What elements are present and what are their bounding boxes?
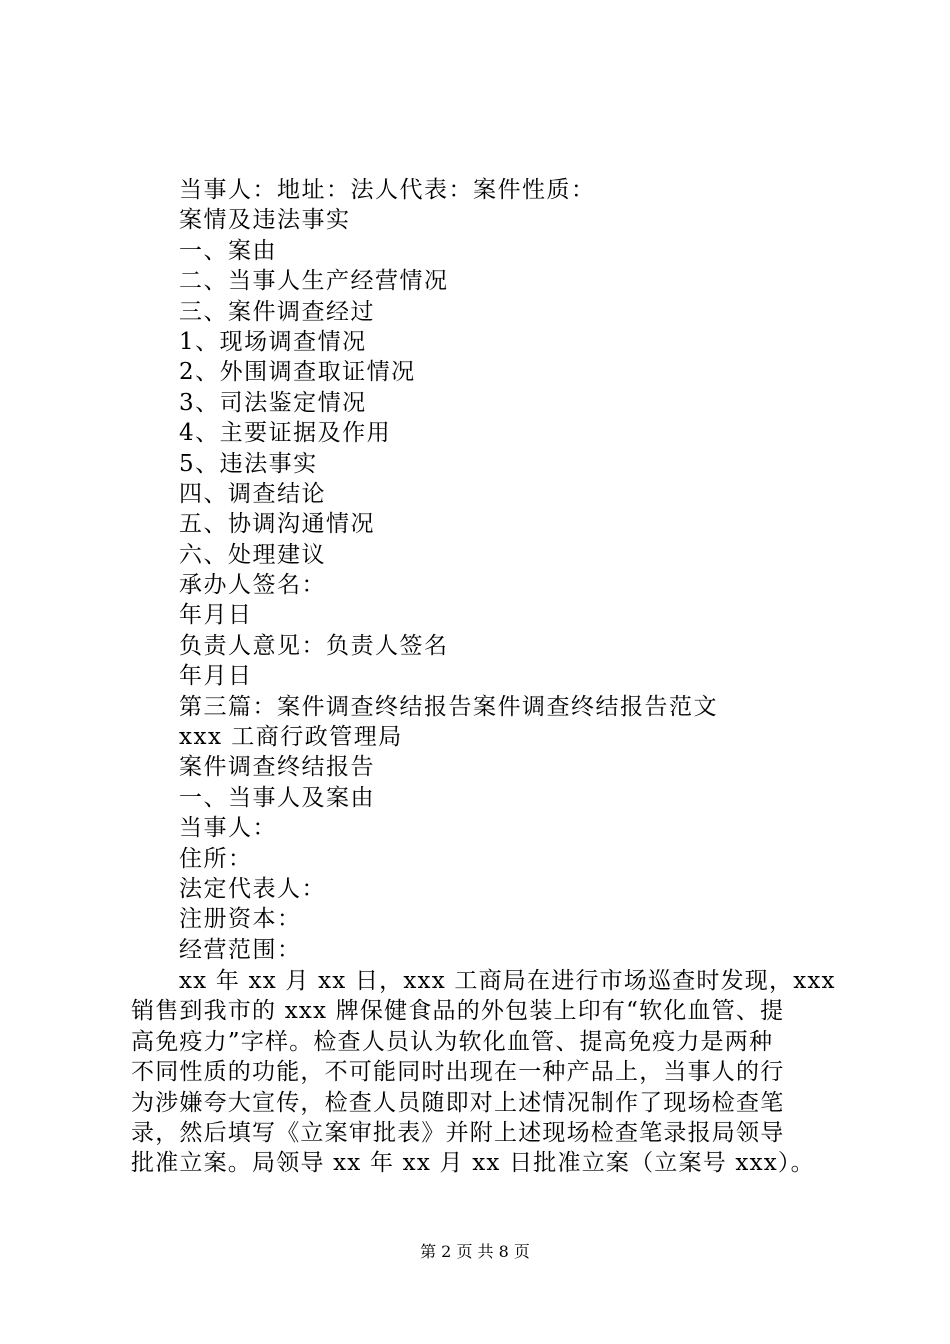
paragraph-line: 不同性质的功能，不可能同时出现在一种产品上，当事人的行 [131, 1059, 785, 1086]
text-line: 2、外围调查取证情况 [179, 359, 416, 386]
text-line: 5、违法事实 [179, 450, 318, 477]
text-line: 年月日 [179, 602, 253, 629]
text-line: 二、当事人生产经营情况 [179, 268, 449, 295]
body-paragraph [131, 966, 843, 1179]
text-line: 法定代表人： [179, 875, 326, 902]
text-line: 4、主要证据及作用 [179, 420, 392, 447]
text-line: xxx 工商行政管理局 [179, 724, 403, 751]
paragraph-line: 销售到我市的 xxx 牌保健食品的外包装上印有“软化血管、提 [131, 998, 785, 1025]
text-line: 3、司法鉴定情况 [179, 389, 367, 416]
text-line: 负责人意见：负责人签名 [179, 632, 449, 659]
text-line: 案件调查终结报告 [179, 754, 375, 781]
text-line: 住所： [179, 845, 253, 872]
text-line: 当事人： [179, 815, 277, 842]
paragraph-line: 录，然后填写《立案审批表》并附上述现场检查笔录报局领导 [131, 1119, 785, 1146]
paragraph-line: 高免疫力”字样。检查人员认为软化血管、提高免疫力是两种 [131, 1028, 774, 1055]
page-footer: 第 2 页 共 8 页 [420, 1242, 530, 1261]
text-line: 五、协调沟通情况 [179, 511, 375, 538]
text-line: 四、调查结论 [179, 480, 326, 507]
text-line: 承办人签名： [179, 572, 326, 599]
text-line: 注册资本： [179, 906, 302, 933]
paragraph-line: xx 年 xx 月 xx 日，xxx 工商局在进行市场巡查时发现，xxx [179, 968, 836, 994]
outline-lines [179, 175, 859, 965]
section-title: 第三篇：案件调查终结报告案件调查终结报告范文 [179, 693, 718, 720]
text-line: 三、案件调查经过 [179, 298, 375, 325]
text-line: 一、当事人及案由 [179, 784, 375, 811]
text-line: 经营范围： [179, 936, 302, 963]
paragraph-line: 为涉嫌夸大宣传，检查人员随即对上述情况制作了现场检查笔 [131, 1089, 785, 1116]
paragraph-line: 批准立案。局领导 xx 年 xx 月 xx 日批准立案（立案号 xxx）。 [131, 1150, 815, 1177]
text-line: 一、案由 [179, 237, 277, 264]
text-line: 六、处理建议 [179, 541, 326, 568]
text-line: 案情及违法事实 [179, 207, 351, 234]
text-line: 年月日 [179, 663, 253, 690]
text-line: 当事人：地址：法人代表：案件性质： [179, 177, 596, 203]
text-line: 1、现场调查情况 [179, 328, 367, 355]
